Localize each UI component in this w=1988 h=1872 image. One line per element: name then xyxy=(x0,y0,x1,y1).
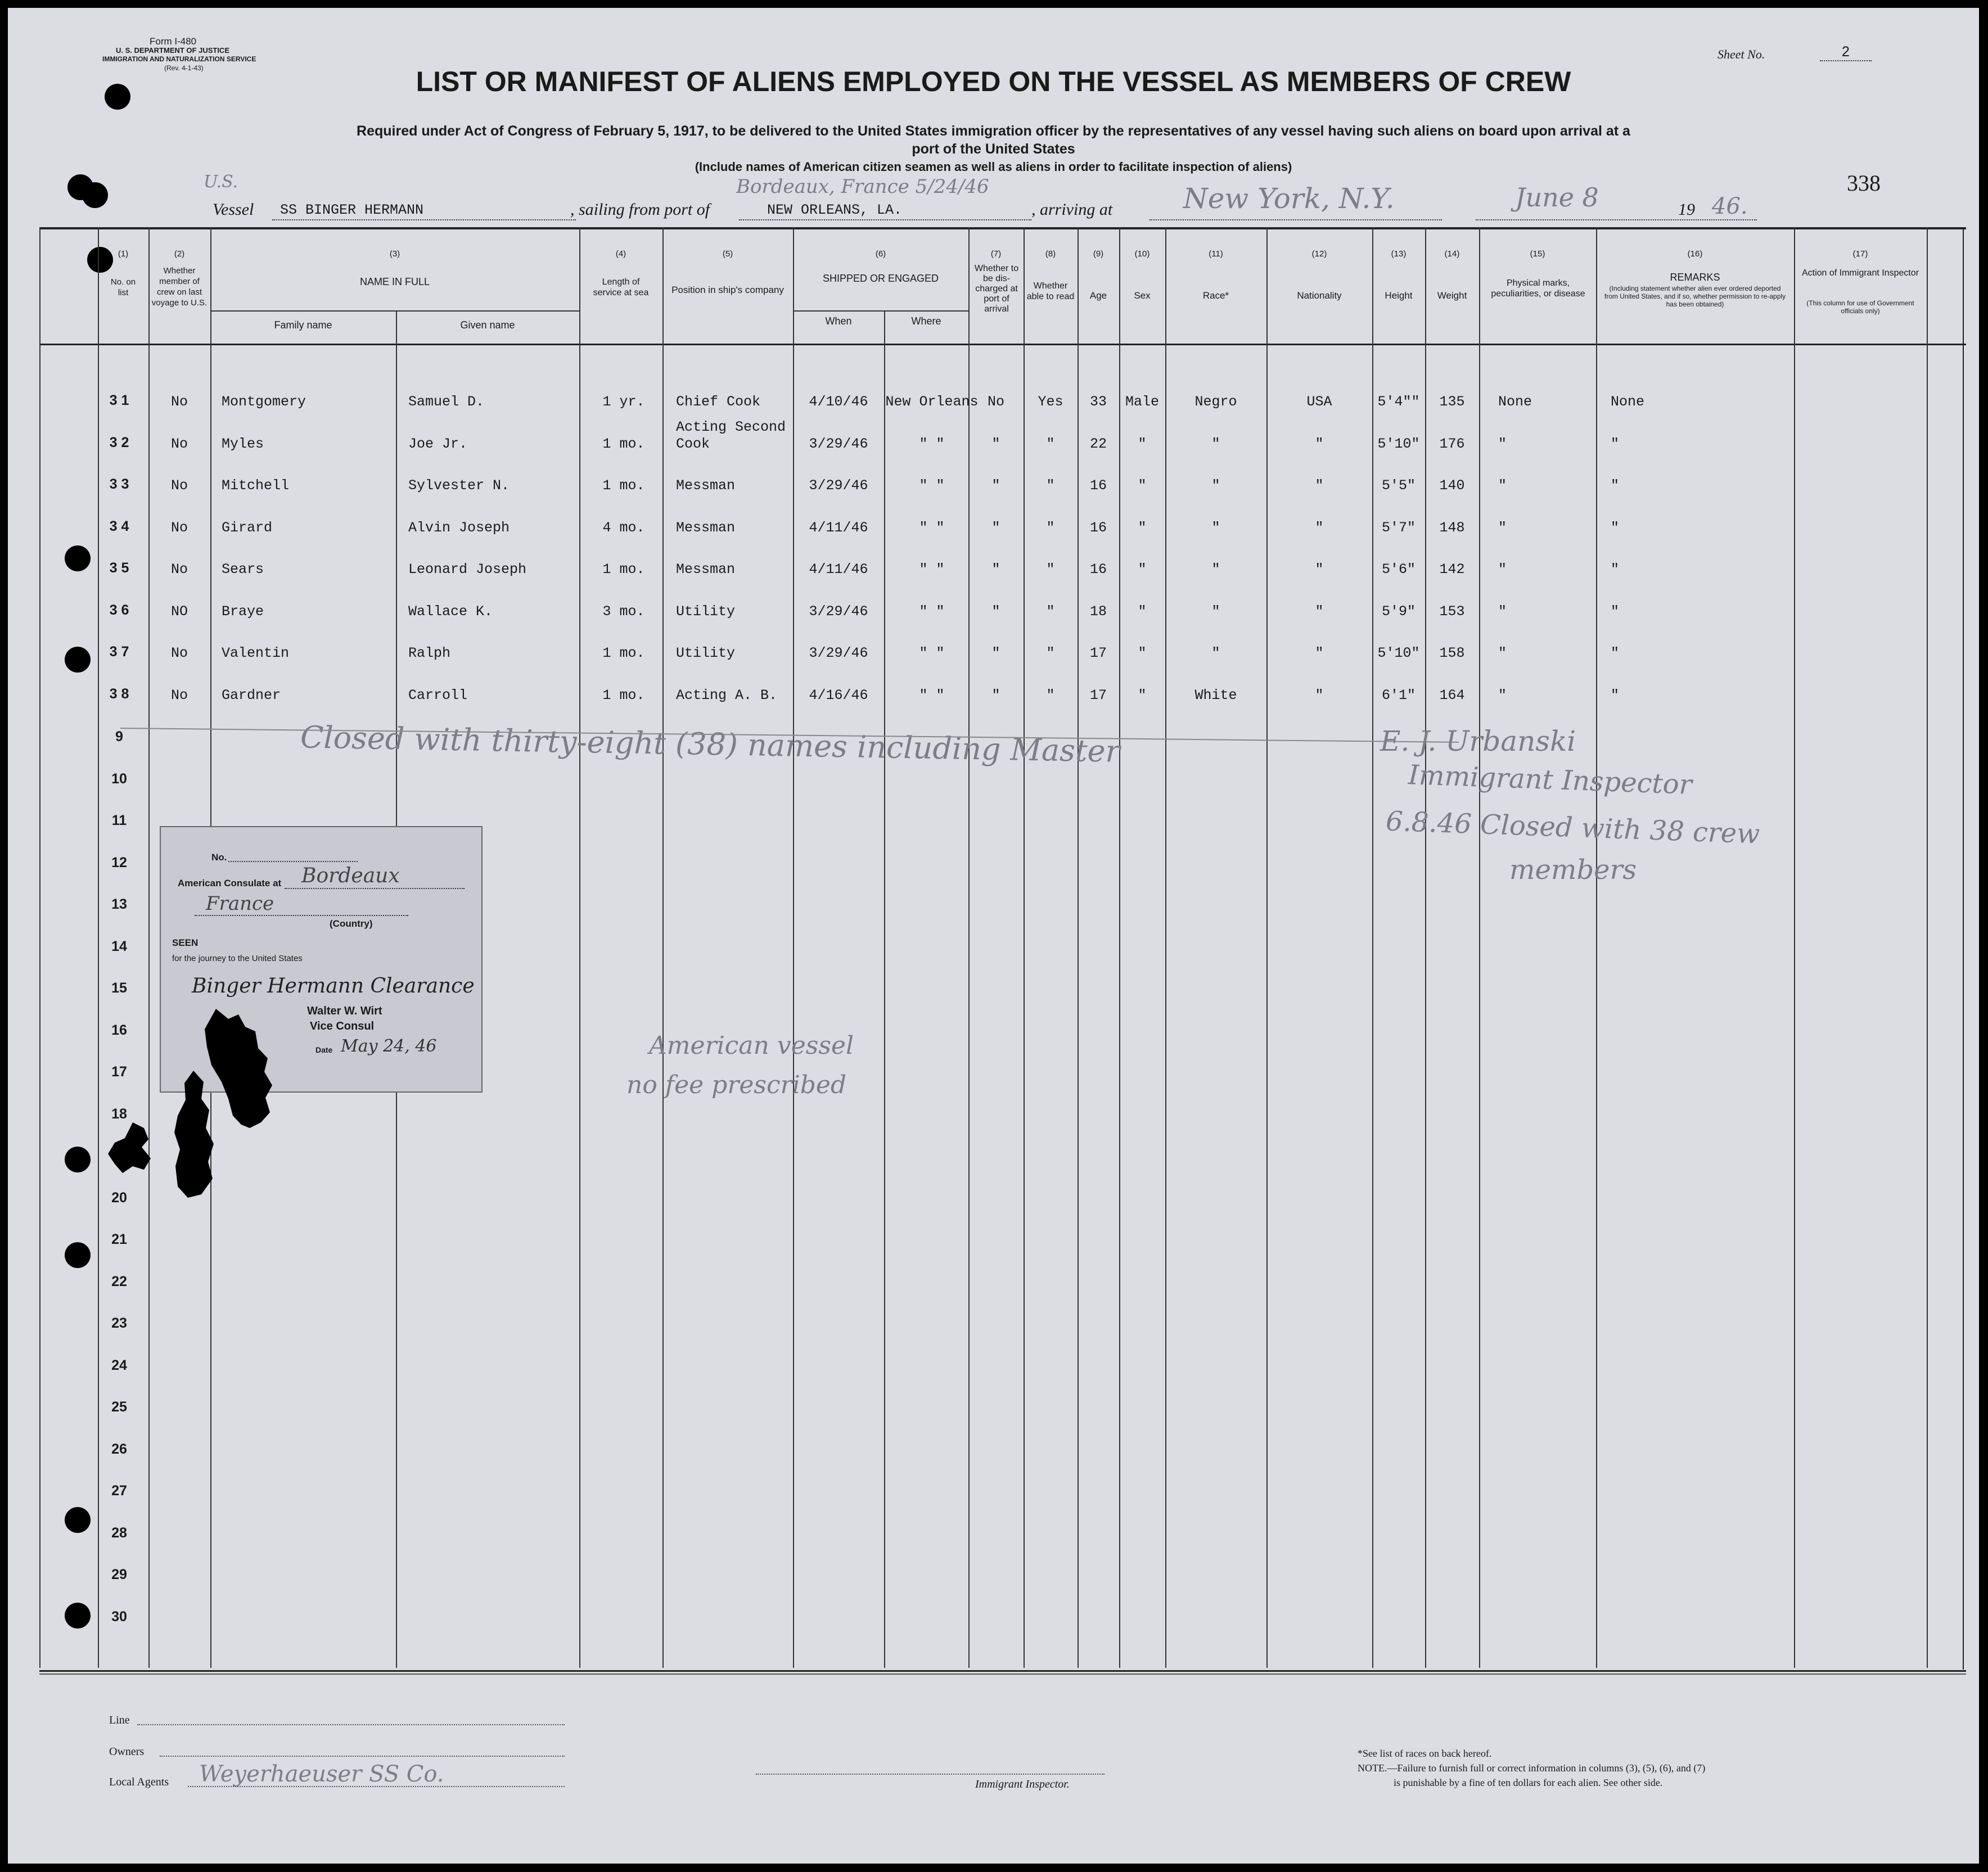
crew-sex: " xyxy=(1138,645,1147,661)
crew-given: Sylvester N. xyxy=(408,477,510,494)
crew-discharged: No xyxy=(987,394,1004,410)
crew-given: Ralph xyxy=(408,645,451,661)
crew-marks: None xyxy=(1498,394,1532,410)
crew-sex: " xyxy=(1138,519,1147,536)
crew-read: " xyxy=(1046,645,1055,661)
crew-position: Utility xyxy=(676,645,736,661)
crew-height: 5'10" xyxy=(1377,435,1420,452)
crew-given: Samuel D. xyxy=(408,394,485,410)
col9-header: Age xyxy=(1089,290,1107,301)
crew-family: Sears xyxy=(222,561,264,578)
vessel-fee-note-2: no fee prescribed xyxy=(626,1071,847,1099)
row-number: 22 xyxy=(111,1273,127,1289)
crew-nationality: " xyxy=(1315,519,1324,536)
col11-header: Race* xyxy=(1202,290,1229,301)
row-number: 26 xyxy=(111,1441,127,1457)
crew-service: 4 mo. xyxy=(602,519,645,536)
crew-given: Alvin Joseph xyxy=(408,519,510,536)
arriving-underline xyxy=(1149,219,1442,220)
crew-position: Messman xyxy=(676,561,736,578)
crew-service: 1 mo. xyxy=(602,645,645,661)
crew-age: 18 xyxy=(1089,603,1107,620)
col8-number: (8) xyxy=(1045,249,1056,259)
crew-where: " " xyxy=(919,435,945,452)
stamp-no-label: No. xyxy=(211,852,227,863)
crew-height: 5'10" xyxy=(1377,645,1420,661)
crew-discharged: " xyxy=(991,645,1000,661)
arriving-label: , arriving at xyxy=(1031,200,1113,219)
crew-family: Montgomery xyxy=(222,394,306,410)
punch-hole xyxy=(82,182,108,208)
crew-sex: " xyxy=(1138,477,1147,494)
crew-read: " xyxy=(1046,435,1055,452)
stamp-seen-label: SEEN xyxy=(172,937,199,948)
footer-agents-hand: Weyerhaeuser SS Co. xyxy=(199,1761,444,1787)
row-number: 3 8 xyxy=(109,685,129,702)
inspector-signature-line xyxy=(756,1774,1105,1775)
crew-when: 3/29/46 xyxy=(809,645,868,661)
sheet-label: Sheet No. xyxy=(1717,47,1765,61)
vessel-fee-note-1: American vessel xyxy=(649,1031,854,1060)
row-number: 3 7 xyxy=(109,644,129,660)
row-number: 14 xyxy=(111,938,127,954)
crew-discharged: " xyxy=(991,687,1000,703)
crew-height: 5'6" xyxy=(1381,561,1416,578)
crew-prev: No xyxy=(170,561,188,578)
stamp-no-line xyxy=(228,861,358,862)
manifest-sheet xyxy=(8,8,1979,1864)
row-number: 21 xyxy=(111,1232,127,1247)
row-number: 3 6 xyxy=(109,602,129,618)
crew-remarks: " xyxy=(1611,645,1620,661)
crew-race: White xyxy=(1194,687,1237,703)
col6-when-header: When xyxy=(825,315,852,327)
seal-shape xyxy=(205,1009,272,1128)
crew-race: " xyxy=(1211,561,1220,578)
col13-number: (13) xyxy=(1391,249,1407,259)
stamp-number: 338 xyxy=(1847,170,1881,196)
sheet-number: 2 xyxy=(1820,44,1872,61)
crew-height: 6'1" xyxy=(1381,687,1416,703)
stamp-journey-label: for the journey to the United States xyxy=(172,954,303,963)
col13-header: Height xyxy=(1385,290,1413,301)
form-subtitle-note: (Include names of American citizen seamen as well as aliens in order to facilitate inspection of aliens) xyxy=(695,160,1292,174)
crew-age: 33 xyxy=(1089,394,1107,410)
column-rule xyxy=(1794,227,1795,1668)
stamp-officer: Walter W. Wirt xyxy=(307,1005,382,1017)
subheader-rule xyxy=(210,310,579,312)
row-number: 30 xyxy=(111,1608,127,1625)
footer-note-line1: NOTE.—Failure to furnish full or correct information in columns (3), (5), (6), and (7) xyxy=(1358,1762,1706,1774)
sailing-underline xyxy=(739,219,1031,220)
row-number: 23 xyxy=(111,1315,127,1331)
crew-prev: No xyxy=(170,687,188,703)
crew-height: 5'4"" xyxy=(1377,394,1420,410)
col14-header: Weight xyxy=(1437,290,1467,301)
col4-number: (4) xyxy=(615,249,626,259)
crew-position: Messman xyxy=(676,519,736,536)
stamp-country-line xyxy=(195,915,408,916)
form-title: LIST OR MANIFEST OF ALIENS EMPLOYED ON THE VESSEL AS MEMBERS OF CREW xyxy=(416,66,1571,97)
footer-inspector-label: Immigrant Inspector. xyxy=(975,1778,1070,1790)
crew-nationality: " xyxy=(1315,561,1324,578)
crew-race: " xyxy=(1211,477,1220,494)
table-outer-right xyxy=(1963,227,1964,1670)
crew-read: " xyxy=(1046,687,1055,703)
crew-remarks: " xyxy=(1611,561,1620,578)
footer-divider xyxy=(39,1673,1966,1675)
vessel-underline xyxy=(272,219,576,220)
footer-owners-label: Owners xyxy=(109,1745,145,1758)
crew-marks: " xyxy=(1498,477,1507,494)
col12-header: Nationality xyxy=(1297,290,1342,301)
crew-when: 3/29/46 xyxy=(809,603,868,620)
crew-where: New Orleans xyxy=(885,394,979,410)
arrival-date: June 8 xyxy=(1515,182,1599,213)
crew-weight: 142 xyxy=(1439,561,1465,578)
vessel-name: SS BINGER HERMANN xyxy=(280,202,424,218)
crew-sex: " xyxy=(1138,561,1147,578)
crew-given: Joe Jr. xyxy=(408,435,468,452)
crew-nationality: " xyxy=(1315,477,1324,494)
crew-family: Myles xyxy=(222,435,264,452)
col4-header: Length of service at sea xyxy=(593,277,649,297)
col17-number: (17) xyxy=(1852,249,1868,259)
crew-nationality: " xyxy=(1315,603,1324,620)
crew-weight: 148 xyxy=(1439,519,1465,536)
crew-position: Messman xyxy=(676,477,736,494)
row-number: 17 xyxy=(111,1064,127,1080)
crew-sex: " xyxy=(1138,435,1147,452)
crew-service: 1 mo. xyxy=(602,435,645,452)
crew-race: " xyxy=(1211,645,1220,661)
crew-marks: " xyxy=(1498,519,1507,536)
crew-service: 1 mo. xyxy=(602,477,645,494)
row-number: 10 xyxy=(111,770,127,787)
footer-note-line2: is punishable by a fine of ten dollars for each alien. See other side. xyxy=(1394,1777,1663,1788)
crew-where: " " xyxy=(919,603,945,620)
row-number: 3 1 xyxy=(109,393,129,408)
footer-agents-underline xyxy=(188,1786,565,1787)
col8-header: Whether able to read xyxy=(1026,281,1075,301)
arriving-port: New York, N.Y. xyxy=(1183,182,1395,215)
crew-age: 22 xyxy=(1089,435,1107,452)
crew-marks: " xyxy=(1498,435,1507,452)
crew-where: " " xyxy=(919,519,945,536)
crew-sex: Male xyxy=(1125,394,1159,410)
crew-given: Carroll xyxy=(408,687,468,703)
crew-read: " xyxy=(1046,477,1055,494)
crew-given: Leonard Joseph xyxy=(408,561,527,578)
crew-weight: 176 xyxy=(1439,435,1465,452)
row-number: 3 5 xyxy=(109,560,129,576)
footer-owners-underline xyxy=(160,1756,565,1757)
crew-service: 3 mo. xyxy=(602,603,645,620)
inspector-title: Immigrant Inspector xyxy=(1408,759,1693,801)
crew-position: Utility xyxy=(676,603,736,620)
crew-discharged: " xyxy=(991,435,1000,452)
col6-where-header: Where xyxy=(911,315,941,327)
stamp-consulate-line xyxy=(285,888,465,889)
col10-number: (10) xyxy=(1134,249,1150,259)
crew-race: Negro xyxy=(1194,394,1237,410)
footer-note-races: *See list of races on back hereof. xyxy=(1358,1748,1492,1759)
stamp-date-hand: May 24, 46 xyxy=(341,1036,437,1056)
footer-agents-label: Local Agents xyxy=(109,1776,169,1788)
crew-position: Acting A. B. xyxy=(676,687,778,703)
crew-given: Wallace K. xyxy=(408,603,493,620)
vessel-label: Vessel xyxy=(213,200,254,219)
col7-number: (7) xyxy=(990,249,1002,259)
row-number: 9 xyxy=(115,729,123,745)
row-number: 11 xyxy=(111,813,127,828)
crew-nationality: USA xyxy=(1306,394,1332,410)
col16-note: (Including statement whether alien ever ordered deported from United States, and if so, whether permission to re-apply has been obtained) xyxy=(1604,285,1786,308)
row-number: 24 xyxy=(111,1357,127,1373)
crew-where: " " xyxy=(919,477,945,494)
crew-height: 5'9" xyxy=(1381,603,1416,620)
crew-race: " xyxy=(1211,519,1220,536)
header-bottom-border xyxy=(39,344,1966,345)
row-number: 29 xyxy=(111,1567,127,1582)
col12-number: (12) xyxy=(1311,249,1327,259)
crew-age: 17 xyxy=(1089,687,1107,703)
col15-number: (15) xyxy=(1530,249,1545,259)
crew-remarks: " xyxy=(1611,519,1620,536)
crew-sex: " xyxy=(1138,687,1147,703)
crew-when: 4/10/46 xyxy=(809,394,868,410)
col5-number: (5) xyxy=(722,249,733,259)
us-note: U.S. xyxy=(204,172,238,192)
col9-number: (9) xyxy=(1093,249,1104,259)
date-underline xyxy=(1476,219,1757,220)
crew-prev: No xyxy=(170,435,188,452)
stamp-consulate-hand: Bordeaux xyxy=(301,864,400,887)
row-number: 28 xyxy=(111,1524,127,1541)
crew-height: 5'5" xyxy=(1381,477,1416,494)
crew-when: 3/29/46 xyxy=(809,477,868,494)
crew-nationality: " xyxy=(1315,645,1324,661)
col16-number: (16) xyxy=(1687,249,1703,259)
row-number: 3 4 xyxy=(109,518,129,534)
form-subtitle-2: port of the United States xyxy=(912,141,1075,157)
column-rule xyxy=(98,227,99,1668)
col6-header: SHIPPED OR ENGAGED xyxy=(822,273,939,284)
crew-read: Yes xyxy=(1038,394,1063,410)
service-name: IMMIGRATION AND NATURALIZATION SERVICE xyxy=(102,55,256,63)
stamp-officer-title: Vice Consul xyxy=(310,1020,375,1032)
crew-nationality: " xyxy=(1315,687,1324,703)
crew-read: " xyxy=(1046,519,1055,536)
crew-read: " xyxy=(1046,561,1055,578)
crew-discharged: " xyxy=(991,519,1000,536)
crew-when: 4/11/46 xyxy=(809,519,868,536)
stamp-date-label: Date xyxy=(315,1045,333,1054)
row-number: 20 xyxy=(111,1189,127,1206)
crew-prev: No xyxy=(170,394,188,410)
crew-age: 17 xyxy=(1089,645,1107,661)
crew-where: " " xyxy=(919,561,945,578)
crew-discharged: " xyxy=(991,561,1000,578)
seal-shape xyxy=(108,1122,151,1173)
crew-marks: " xyxy=(1498,645,1507,661)
inspector-name: E. J. Urbanski xyxy=(1380,725,1576,757)
col17-note: (This column for use of Government officials only) xyxy=(1806,299,1914,315)
column-rule xyxy=(39,227,40,1668)
row-number: 13 xyxy=(111,896,127,912)
crew-age: 16 xyxy=(1089,519,1107,536)
crew-weight: 153 xyxy=(1439,603,1465,620)
crew-age: 16 xyxy=(1089,561,1107,578)
crew-marks: " xyxy=(1498,561,1507,578)
row-number: 16 xyxy=(111,1022,127,1038)
column-rule xyxy=(1479,227,1480,1668)
crew-prev: No xyxy=(170,477,188,494)
row-number: 27 xyxy=(111,1483,127,1499)
column-rule xyxy=(1596,227,1597,1668)
col3-header: NAME IN FULL xyxy=(359,276,430,287)
crew-service: 1 mo. xyxy=(602,561,645,578)
crew-remarks: " xyxy=(1611,687,1620,703)
crew-family: Valentin xyxy=(222,645,290,661)
crew-sex: " xyxy=(1138,603,1147,620)
col10-header: Sex xyxy=(1134,290,1151,301)
crew-where: " " xyxy=(919,645,945,661)
col11-number: (11) xyxy=(1209,249,1223,259)
crew-weight: 158 xyxy=(1439,645,1465,661)
column-rule xyxy=(884,310,885,1668)
seal-shape xyxy=(174,1071,214,1198)
year-suffix: 46. xyxy=(1712,193,1748,219)
row-number: 12 xyxy=(111,854,127,870)
row-number: 3 2 xyxy=(109,434,129,450)
crew-position: Chief Cook xyxy=(676,394,761,410)
crew-when: 4/16/46 xyxy=(809,687,868,703)
col14-number: (14) xyxy=(1444,249,1460,259)
row-number: 18 xyxy=(111,1106,127,1122)
stamp-vessel-hand: Binger Hermann Clearance xyxy=(192,975,475,998)
col2-header: Whether member of crew on last voyage to U.S. xyxy=(151,266,208,308)
crew-race: " xyxy=(1211,603,1220,620)
inspector-note-2: members xyxy=(1509,854,1637,886)
form-subtitle: Required under Act of Congress of February 5, 1917, to be delivered to the United States immigration officer by the representatives of any vessel having such aliens on board upon arrival at a xyxy=(357,123,1630,139)
crew-height: 5'7" xyxy=(1381,519,1416,536)
column-rule xyxy=(662,227,664,1668)
crew-nationality: " xyxy=(1315,435,1324,452)
row-number: 25 xyxy=(111,1399,127,1415)
inspector-note: 6.8.46 Closed with 38 crew xyxy=(1385,805,1761,850)
crew-prev: NO xyxy=(170,603,188,620)
stamp-consulate-label: American Consulate at xyxy=(178,878,282,888)
col1-header: No. on list xyxy=(110,277,136,297)
crew-read: " xyxy=(1046,603,1055,620)
crew-position: Acting Second Cook xyxy=(676,418,786,452)
col7-header: Whether to be dis-charged at port of arrival xyxy=(974,264,1019,314)
crew-remarks: " xyxy=(1611,477,1620,494)
stamp-country-hand: France xyxy=(206,892,274,915)
sailing-port: NEW ORLEANS, LA. xyxy=(767,202,903,218)
crew-discharged: " xyxy=(991,477,1000,494)
crew-remarks: " xyxy=(1611,435,1620,452)
department-name: U. S. DEPARTMENT OF JUSTICE xyxy=(116,46,229,55)
closing-annotation: Closed with thirty-eight (38) names including Master xyxy=(300,719,1120,769)
crew-family: Girard xyxy=(222,519,273,536)
crew-when: 3/29/46 xyxy=(809,435,868,452)
col3-family-header: Family name xyxy=(274,319,332,331)
form-number: Form I-480 xyxy=(150,36,197,47)
crew-age: 16 xyxy=(1089,477,1107,494)
form-revision: (Rev. 4-1-43) xyxy=(164,64,204,72)
crew-discharged: " xyxy=(991,603,1000,620)
col17-header: Action of Immigrant Inspector xyxy=(1801,268,1919,278)
sailing-handwritten: Bordeaux, France 5/24/46 xyxy=(736,175,989,198)
crew-family: Gardner xyxy=(222,687,281,703)
crew-family: Braye xyxy=(222,603,264,620)
col1-number: (1) xyxy=(118,249,129,259)
column-rule xyxy=(579,227,580,1668)
footer-line-label: Line xyxy=(109,1714,130,1726)
seal-remnant xyxy=(81,998,340,1251)
year-prefix: 19 xyxy=(1678,200,1695,219)
crew-service: 1 mo. xyxy=(602,687,645,703)
crew-weight: 164 xyxy=(1439,687,1465,703)
column-rule xyxy=(1927,227,1928,1668)
footer-line-underline xyxy=(137,1724,565,1725)
col15-header: Physical marks, peculiarities, or disease xyxy=(1491,278,1585,299)
col3-number: (3) xyxy=(389,249,400,259)
row-number: 3 3 xyxy=(109,476,129,492)
col16-header: REMARKS xyxy=(1670,272,1720,283)
crew-remarks: None xyxy=(1611,394,1645,410)
crew-prev: No xyxy=(170,519,188,536)
crew-marks: " xyxy=(1498,687,1507,703)
crew-family: Mitchell xyxy=(222,477,290,494)
crew-marks: " xyxy=(1498,603,1507,620)
crew-service: 1 yr. xyxy=(602,394,645,410)
col2-number: (2) xyxy=(174,249,185,259)
row-number: 15 xyxy=(111,980,127,996)
crew-weight: 135 xyxy=(1439,394,1465,410)
crew-remarks: " xyxy=(1611,603,1620,620)
crew-weight: 140 xyxy=(1439,477,1465,494)
crew-prev: No xyxy=(170,645,188,661)
crew-where: " " xyxy=(919,687,945,703)
crew-when: 4/11/46 xyxy=(809,561,868,578)
col5-header: Position in ship's company xyxy=(671,285,784,295)
stamp-country-label: (Country) xyxy=(330,918,373,929)
col3-given-header: Given name xyxy=(460,319,515,331)
sailing-label: , sailing from port of xyxy=(570,200,710,219)
crew-race: " xyxy=(1211,435,1220,452)
col6-number: (6) xyxy=(875,249,886,259)
subheader-rule xyxy=(793,310,968,312)
